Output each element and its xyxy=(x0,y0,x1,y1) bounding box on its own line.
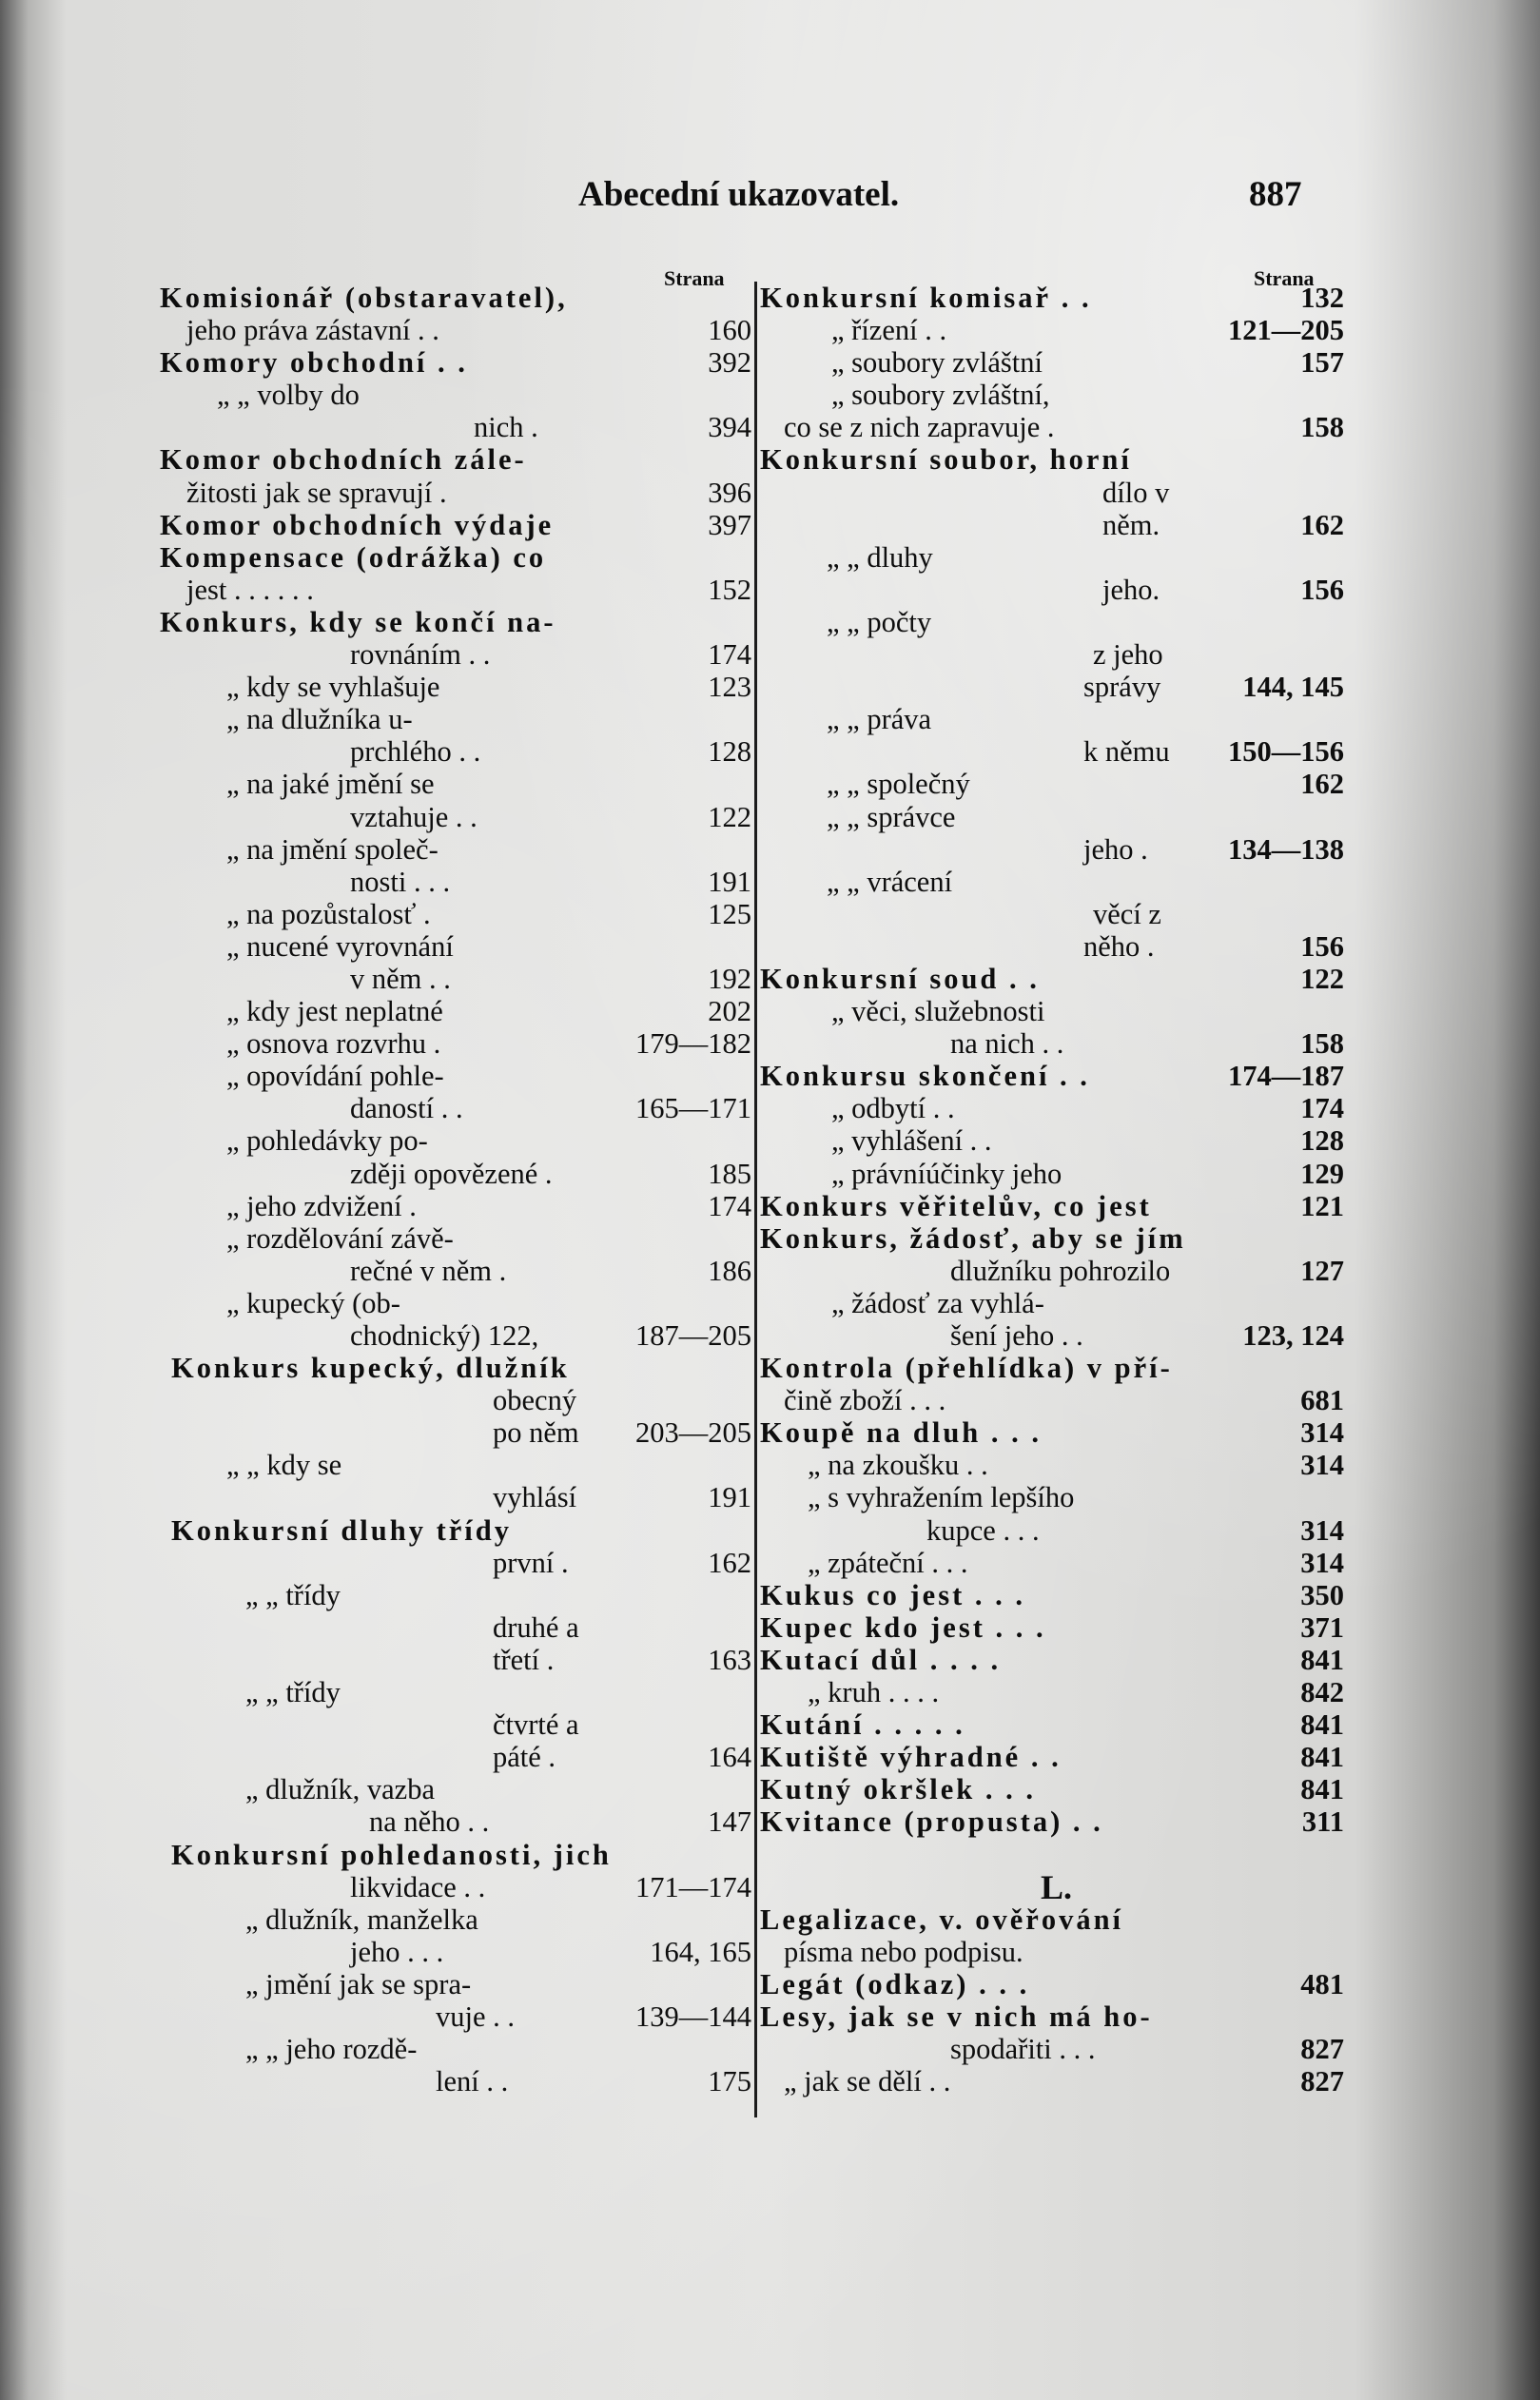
entry-page: 122 xyxy=(1300,962,1344,995)
entry-term: vyhlásí xyxy=(493,1481,577,1514)
left-column-heading: Strana xyxy=(664,266,725,290)
index-entry xyxy=(160,2000,751,2033)
index-entry xyxy=(760,1449,1344,1481)
entry-page: 123, 124 xyxy=(1242,1319,1344,1352)
entry-term: něm. xyxy=(1102,508,1160,541)
entry-page: 371 xyxy=(1300,1610,1344,1644)
entry-term: „ „ kdy se xyxy=(226,1449,342,1482)
entry-term: páté . xyxy=(493,1741,556,1774)
entry-term: Konkursu skončení . . xyxy=(760,1060,1090,1093)
entry-term: „ na jmění společ- xyxy=(226,832,439,866)
entry-term: „ „ počty xyxy=(827,605,932,638)
entry-term: z jeho xyxy=(1093,638,1163,672)
entry-page: 139—144 xyxy=(635,2000,751,2033)
entry-page: 125 xyxy=(708,897,751,930)
entry-page: 160 xyxy=(708,314,751,347)
entry-term: jeho . . . xyxy=(350,1935,444,1968)
entry-term: Legát (odkaz) . . . xyxy=(760,1967,1030,2000)
index-entry xyxy=(160,282,751,314)
entry-page: 392 xyxy=(708,346,751,380)
entry-term: druhé a xyxy=(493,1610,579,1644)
entry-term: „ osnova rozvrhu . xyxy=(226,1027,441,1061)
entry-page: 174 xyxy=(708,1189,751,1222)
index-entry xyxy=(160,1287,751,1319)
index-entry xyxy=(160,1158,751,1190)
entry-term: žitosti jak se spravují . xyxy=(186,476,447,509)
entry-term: „ opovídání pohle- xyxy=(226,1060,444,1093)
index-entry xyxy=(160,2065,751,2098)
index-entry xyxy=(760,411,1344,443)
index-entry xyxy=(760,768,1344,800)
entry-page: 158 xyxy=(1300,411,1344,444)
index-entry xyxy=(760,1027,1344,1060)
entry-term: „ „ jeho rozdě- xyxy=(245,2033,418,2066)
index-entry xyxy=(760,346,1344,379)
entry-page: 841 xyxy=(1300,1708,1344,1742)
index-entry xyxy=(160,833,751,866)
index-entry xyxy=(760,2000,1344,2033)
entry-term: „ na zkoušku . . xyxy=(808,1449,988,1482)
entry-page: 127 xyxy=(1300,1254,1344,1287)
entry-term: Konkursní dluhy třídy xyxy=(171,1513,512,1547)
entry-page: 187—205 xyxy=(635,1319,751,1352)
entry-page: 192 xyxy=(708,962,751,995)
index-entry xyxy=(760,1741,1344,1773)
index-entry xyxy=(160,1676,751,1708)
index-entry xyxy=(160,1222,751,1255)
index-entry xyxy=(160,1124,751,1157)
entry-page: 174—187 xyxy=(1228,1060,1344,1093)
index-entry xyxy=(760,2065,1344,2098)
entry-term: „ na dlužníka u- xyxy=(226,703,413,736)
index-entry xyxy=(760,2033,1344,2065)
entry-page: 156 xyxy=(1300,573,1344,606)
entry-term: nich . xyxy=(474,411,538,444)
right-column-heading: Strana xyxy=(1254,266,1315,290)
index-entry xyxy=(160,1481,751,1513)
entry-term: Konkurs, kdy se končí na- xyxy=(160,605,556,638)
index-entry xyxy=(160,1936,751,1968)
entry-term: Komory obchodní . . xyxy=(160,346,468,380)
index-entry xyxy=(760,1676,1344,1708)
entry-page: 150—156 xyxy=(1228,735,1344,769)
entry-term: rečné v něm . xyxy=(350,1254,507,1287)
index-entry xyxy=(160,314,751,346)
index-entry xyxy=(160,768,751,800)
index-entry xyxy=(160,1514,751,1547)
index-entry xyxy=(160,606,751,638)
entry-page: 841 xyxy=(1300,1741,1344,1774)
entry-page: 162 xyxy=(708,1546,751,1579)
index-entry xyxy=(760,1255,1344,1287)
index-entry xyxy=(760,1158,1344,1190)
entry-term: po něm xyxy=(493,1416,579,1450)
entry-page: 202 xyxy=(708,995,751,1028)
entry-term: Kompensace (odrážka) co xyxy=(160,540,547,574)
index-entry xyxy=(760,1579,1344,1611)
index-entry xyxy=(160,1547,751,1579)
entry-term: „ kdy se vyhlašuje xyxy=(226,671,440,704)
entry-term: jeho. xyxy=(1102,573,1160,606)
entry-term: vztahuje . . xyxy=(350,800,478,833)
page-title: Abecední ukazovatel. xyxy=(578,175,900,214)
entry-page: 144, 145 xyxy=(1242,671,1344,704)
entry-term: čině zboží . . . xyxy=(784,1384,946,1417)
entry-page: 827 xyxy=(1300,2033,1344,2066)
entry-term: „ „ třídy xyxy=(245,1676,341,1709)
index-entry xyxy=(760,703,1344,735)
entry-term: „ nucené vyrovnání xyxy=(226,929,454,963)
entry-term: likvidace . . xyxy=(350,1870,486,1903)
entry-term: zději opovězené . xyxy=(350,1157,553,1190)
entry-page: 397 xyxy=(708,508,751,541)
index-entry xyxy=(760,1611,1344,1644)
entry-page: 827 xyxy=(1300,2065,1344,2098)
entry-page: 394 xyxy=(708,411,751,444)
index-entry xyxy=(160,1903,751,1936)
entry-page: 174 xyxy=(1300,1092,1344,1125)
entry-term: „ vyhlášení . . xyxy=(831,1124,992,1158)
entry-page: 134—138 xyxy=(1228,832,1344,866)
index-entry xyxy=(160,1449,751,1481)
entry-page: 314 xyxy=(1300,1416,1344,1450)
index-entry xyxy=(760,1839,1344,1871)
index-entry xyxy=(160,1384,751,1416)
entry-page: 129 xyxy=(1300,1157,1344,1190)
entry-term: obecný xyxy=(493,1384,577,1417)
index-entry xyxy=(160,1644,751,1676)
entry-term: Lesy, jak se v nich má ho- xyxy=(760,2000,1153,2033)
index-entry xyxy=(760,995,1344,1027)
index-entry xyxy=(760,1773,1344,1805)
entry-page: 175 xyxy=(708,2065,751,2098)
entry-page: 128 xyxy=(708,735,751,769)
index-entry xyxy=(760,1644,1344,1676)
index-entry xyxy=(760,1319,1344,1352)
entry-term: „ jak se dělí . . xyxy=(784,2065,951,2098)
entry-page: 481 xyxy=(1300,1967,1344,2000)
entry-term: k němu xyxy=(1083,735,1170,769)
index-entry xyxy=(760,282,1344,314)
column-divider xyxy=(754,282,757,2117)
entry-term: jest . . . . . . xyxy=(186,573,314,606)
index-entry xyxy=(760,477,1344,509)
entry-term: „ kruh . . . . xyxy=(808,1676,940,1709)
entry-page: 152 xyxy=(708,573,751,606)
entry-term: „ kdy jest neplatné xyxy=(226,995,443,1028)
entry-term: Komor obchodních zále- xyxy=(160,443,527,477)
entry-term: Kutný okršlek . . . xyxy=(760,1773,1037,1806)
index-entry xyxy=(160,671,751,703)
index-entry xyxy=(760,1416,1344,1449)
entry-page: 171—174 xyxy=(635,1870,751,1903)
entry-term: Kutací důl . . . . xyxy=(760,1643,1002,1676)
entry-page: 396 xyxy=(708,476,751,509)
entry-term: čtvrté a xyxy=(493,1708,579,1742)
entry-term: chodnický) 122, xyxy=(350,1319,539,1352)
entry-page: 128 xyxy=(1300,1124,1344,1158)
entry-page: 350 xyxy=(1300,1578,1344,1611)
entry-term: Konkursní soud . . xyxy=(760,962,1040,995)
entry-term: Koupě na dluh . . . xyxy=(760,1416,1043,1450)
entry-term: Legalizace, v. ověřování xyxy=(760,1902,1124,1936)
index-entry xyxy=(760,1092,1344,1124)
index-entry xyxy=(760,801,1344,833)
index-entry xyxy=(160,477,751,509)
entry-page: 314 xyxy=(1300,1546,1344,1579)
index-entry xyxy=(760,1060,1344,1092)
entry-term: „ rozdělování závě- xyxy=(226,1221,454,1255)
index-entry xyxy=(160,1839,751,1871)
entry-page: 121—205 xyxy=(1228,314,1344,347)
entry-term: na něho . . xyxy=(369,1805,490,1839)
page-number: 887 xyxy=(1249,175,1302,214)
index-entry xyxy=(160,411,751,443)
entry-term: „ jmění jak se spra- xyxy=(245,1967,472,2000)
entry-term: „ jeho zdvižení . xyxy=(226,1189,417,1222)
entry-term: „ žádosť za vyhlá- xyxy=(831,1286,1044,1319)
entry-term: Konkurs, žádosť, aby se jím xyxy=(760,1221,1186,1255)
section-letter: L. xyxy=(1041,1867,1073,1906)
entry-term: „ pohledávky po- xyxy=(226,1124,428,1158)
index-column-left xyxy=(160,282,751,2098)
entry-term: Konkursní pohledanosti, jich xyxy=(171,1838,612,1871)
index-entry xyxy=(760,1708,1344,1741)
index-entry xyxy=(160,1190,751,1222)
entry-term: dílo v xyxy=(1102,476,1170,509)
entry-term: Komor obchodních výdaje xyxy=(160,508,555,541)
entry-page: 162 xyxy=(1300,768,1344,801)
entry-page: 156 xyxy=(1300,929,1344,963)
entry-term: správy xyxy=(1083,671,1161,704)
entry-term: „ s vyhražením lepšího xyxy=(808,1481,1075,1514)
entry-page: 164, 165 xyxy=(650,1935,751,1968)
index-entry xyxy=(760,1805,1344,1838)
entry-page: 165—171 xyxy=(635,1092,751,1125)
entry-page: 186 xyxy=(708,1254,751,1287)
entry-page: 162 xyxy=(1300,508,1344,541)
entry-term: něho . xyxy=(1083,929,1155,963)
index-entry xyxy=(760,443,1344,476)
index-entry xyxy=(760,509,1344,541)
entry-term: „ řízení . . xyxy=(831,314,947,347)
entry-term: šení jeho . . xyxy=(950,1319,1083,1352)
index-entry xyxy=(760,1190,1344,1222)
entry-term: „ kupecký (ob- xyxy=(226,1286,400,1319)
entry-term: co se z nich zapravuje . xyxy=(784,411,1055,444)
index-entry xyxy=(160,1255,751,1287)
entry-page: 158 xyxy=(1300,1027,1344,1061)
index-entry xyxy=(760,379,1344,411)
entry-term: kupce . . . xyxy=(926,1513,1040,1547)
index-entry xyxy=(760,898,1344,930)
index-entry xyxy=(160,1319,751,1352)
entry-term: „ věci, služebnosti xyxy=(831,995,1045,1028)
entry-page: 203—205 xyxy=(635,1416,751,1450)
entry-page: 179—182 xyxy=(635,1027,751,1061)
entry-term: „ soubory zvláštní, xyxy=(831,379,1050,412)
entry-term: Konkurs kupecký, dlužník xyxy=(171,1352,570,1385)
index-entry xyxy=(760,1903,1344,1936)
entry-term: „ na jaké jmění se xyxy=(226,768,435,801)
index-entry xyxy=(160,1968,751,2000)
entry-term: „ „ dluhy xyxy=(827,540,933,574)
index-entry xyxy=(160,2033,751,2065)
index-column-right xyxy=(760,282,1344,2098)
entry-page: 147 xyxy=(708,1805,751,1839)
entry-term: spodařiti . . . xyxy=(950,2033,1096,2066)
entry-term: písma nebo podpisu. xyxy=(784,1935,1023,1968)
entry-term: Kupec kdo jest . . . xyxy=(760,1610,1046,1644)
index-entry xyxy=(160,1092,751,1124)
entry-term: Kutání . . . . . xyxy=(760,1708,965,1742)
entry-page: 157 xyxy=(1300,346,1344,380)
entry-term: na nich . . xyxy=(950,1027,1064,1061)
index-entry xyxy=(760,1514,1344,1547)
index-entry xyxy=(160,866,751,898)
entry-page: 123 xyxy=(708,671,751,704)
index-entry xyxy=(760,1384,1344,1416)
entry-term: rovnáním . . xyxy=(350,638,491,672)
index-entry xyxy=(160,574,751,606)
index-entry xyxy=(160,930,751,963)
index-entry xyxy=(760,574,1344,606)
index-entry xyxy=(760,638,1344,671)
index-entry xyxy=(760,1124,1344,1157)
entry-term: jeho . xyxy=(1083,832,1148,866)
entry-term: lení . . xyxy=(436,2065,509,2098)
index-entry xyxy=(160,1060,751,1092)
entry-term: „ dlužník, manželka xyxy=(245,1902,478,1936)
index-entry xyxy=(160,1708,751,1741)
index-entry xyxy=(760,963,1344,995)
index-entry xyxy=(760,1968,1344,2000)
index-entry xyxy=(760,1481,1344,1513)
entry-term: v něm . . xyxy=(350,962,451,995)
index-entry xyxy=(760,1547,1344,1579)
entry-term: „ soubory zvláštní xyxy=(831,346,1043,380)
index-entry xyxy=(760,1222,1344,1255)
index-entry xyxy=(160,1611,751,1644)
entry-term: „ „ správce xyxy=(827,800,956,833)
entry-page: 681 xyxy=(1300,1384,1344,1417)
entry-term: Konkursní komisař . . xyxy=(760,282,1092,314)
entry-term: první . xyxy=(493,1546,569,1579)
index-entry xyxy=(160,1416,751,1449)
index-entry xyxy=(160,638,751,671)
index-entry xyxy=(760,1287,1344,1319)
index-entry xyxy=(160,995,751,1027)
entry-term: Kutiště výhradné . . xyxy=(760,1741,1062,1774)
index-entry xyxy=(160,735,751,768)
entry-page: 314 xyxy=(1300,1513,1344,1547)
entry-term: prchlého . . xyxy=(350,735,481,769)
entry-page: 185 xyxy=(708,1157,751,1190)
entry-term: Komisionář (obstaravatel), xyxy=(160,282,568,314)
index-entry xyxy=(760,833,1344,866)
entry-term: „ „ volby do xyxy=(217,379,360,412)
entry-term: vuje . . xyxy=(436,2000,516,2033)
entry-page: 311 xyxy=(1301,1805,1344,1839)
entry-page: 841 xyxy=(1300,1773,1344,1806)
index-entry xyxy=(760,1936,1344,1968)
entry-page: 191 xyxy=(708,1481,751,1514)
entry-term: třetí . xyxy=(493,1643,555,1676)
index-entry xyxy=(760,606,1344,638)
entry-term: „ dlužník, vazba xyxy=(245,1773,436,1806)
entry-page: 132 xyxy=(1300,282,1344,314)
index-entry xyxy=(160,801,751,833)
index-entry xyxy=(160,1773,751,1805)
index-entry xyxy=(160,379,751,411)
entry-page: 121 xyxy=(1300,1189,1344,1222)
entry-term: jeho práva zástavní . . xyxy=(186,314,439,347)
index-entry xyxy=(160,1352,751,1384)
index-entry xyxy=(160,1741,751,1773)
entry-term: „ „ třídy xyxy=(245,1578,341,1611)
index-entry xyxy=(160,346,751,379)
entry-term: daností . . xyxy=(350,1092,463,1125)
index-entry xyxy=(760,1867,1344,1906)
index-entry xyxy=(160,1579,751,1611)
entry-term: Konkurs věřitelův, co jest xyxy=(760,1189,1152,1222)
entry-page: 841 xyxy=(1300,1643,1344,1676)
index-entry xyxy=(160,703,751,735)
entry-term: Kontrola (přehlídka) v pří- xyxy=(760,1352,1173,1385)
index-entry xyxy=(760,541,1344,574)
entry-term: věcí z xyxy=(1093,897,1161,930)
index-entry xyxy=(160,1871,751,1903)
entry-page: 122 xyxy=(708,800,751,833)
index-entry xyxy=(760,866,1344,898)
index-entry xyxy=(160,1805,751,1838)
index-entry xyxy=(160,898,751,930)
entry-page: 174 xyxy=(708,638,751,672)
entry-page: 191 xyxy=(708,865,751,898)
entry-term: Kukus co jest . . . xyxy=(760,1578,1025,1611)
index-entry xyxy=(160,1027,751,1060)
index-entry xyxy=(760,735,1344,768)
entry-term: nosti . . . xyxy=(350,865,451,898)
index-entry xyxy=(760,671,1344,703)
index-entry xyxy=(760,930,1344,963)
entry-page: 163 xyxy=(708,1643,751,1676)
index-entry xyxy=(160,963,751,995)
index-entry xyxy=(160,443,751,476)
entry-page: 842 xyxy=(1300,1676,1344,1709)
entry-term: „ odbytí . . xyxy=(831,1092,955,1125)
entry-page: 314 xyxy=(1300,1449,1344,1482)
entry-term: „ právníúčinky jeho xyxy=(831,1157,1062,1190)
index-entry xyxy=(160,541,751,574)
entry-term: Kvitance (propusta) . . xyxy=(760,1805,1103,1839)
entry-term: dlužníku pohrozilo xyxy=(950,1254,1171,1287)
index-entry xyxy=(160,509,751,541)
entry-term: „ „ práva xyxy=(827,703,932,736)
entry-term: „ „ společný xyxy=(827,768,970,801)
entry-term: „ zpáteční . . . xyxy=(808,1546,968,1579)
index-entry xyxy=(760,1352,1344,1384)
entry-term: „ na pozůstalosť . xyxy=(226,897,431,930)
entry-term: „ „ vrácení xyxy=(827,865,953,898)
entry-page: 164 xyxy=(708,1741,751,1774)
entry-term: Konkursní soubor, horní xyxy=(760,443,1132,477)
index-entry xyxy=(760,314,1344,346)
